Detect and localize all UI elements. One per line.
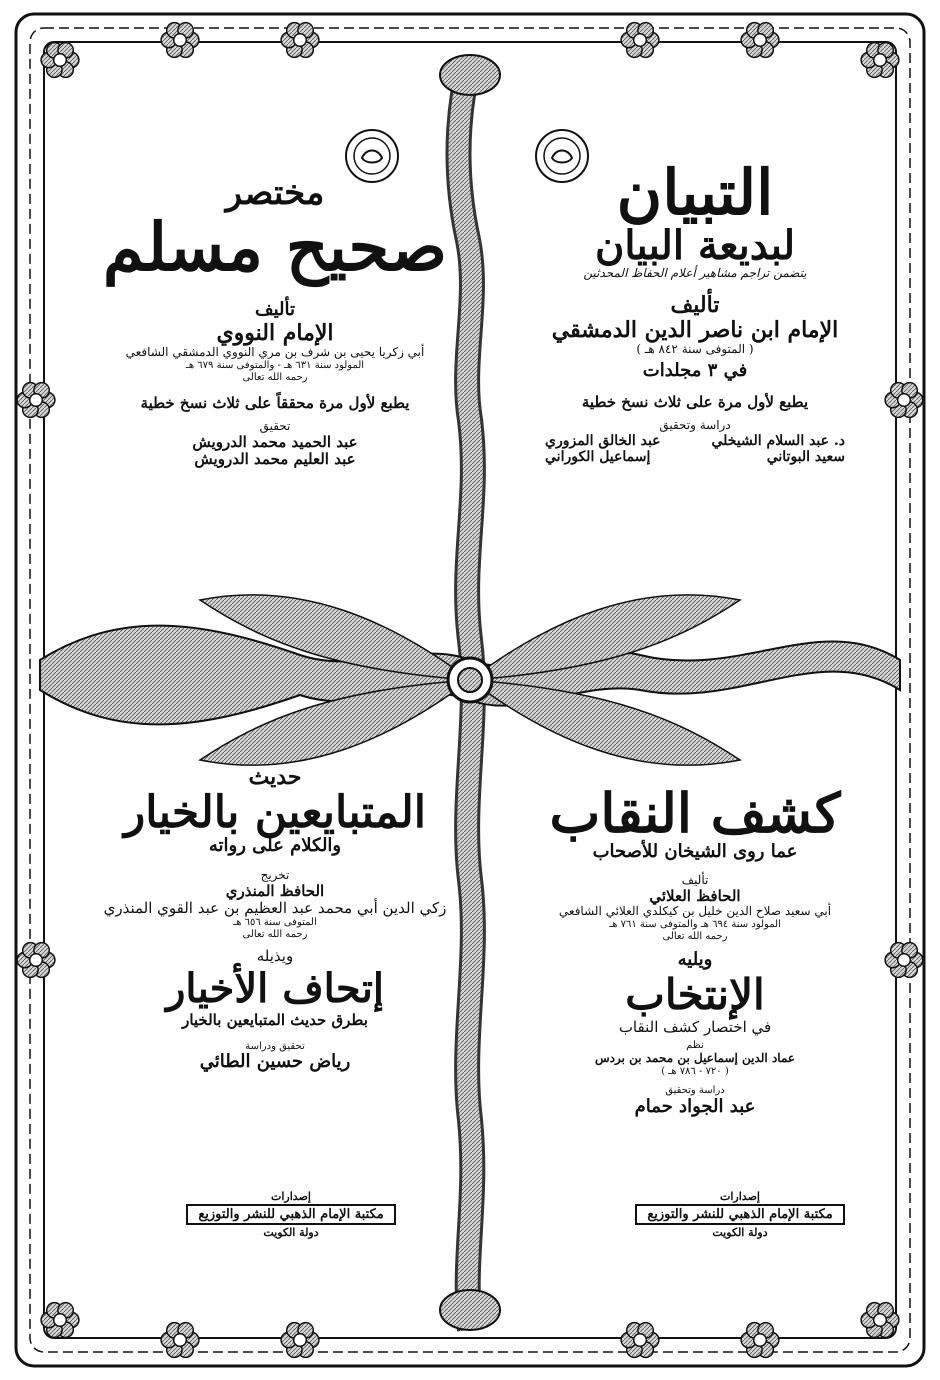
publisher-name: مكتبة الإمام الذهبي للنشر والتوزيع [635, 1204, 845, 1225]
editor-name: رياض حسين الطائي [199, 1051, 351, 1073]
border-flower-center [30, 954, 43, 967]
author-full-name: زكي الدين أبي محمد عبد العظيم بن عبد القوي المنذري [103, 899, 447, 918]
book-subtitle-2: في اختصار كشف النقاب [618, 1018, 772, 1037]
editor-name: إسماعيل الكوراني [545, 449, 651, 466]
author-name: الإمام النووي [216, 320, 334, 347]
book-title-2: إتحاف الأخيار [166, 964, 384, 1012]
author-label: تأليف [670, 291, 720, 318]
hadith-label: حديث [248, 764, 302, 790]
editors-row-1 [545, 433, 845, 449]
border-flower-center [54, 1314, 67, 1327]
book-panel-tibyan [505, 118, 885, 638]
border-flower-center [30, 394, 43, 407]
author-death: ( المتوفى سنة ٨٤٢ هـ ) [636, 342, 754, 357]
book-pre-title: مختصر [225, 173, 325, 213]
edition-note: يطبع لأول مرة محققاً على ثلاث نسخ خطية [140, 394, 410, 413]
border-flower-center [294, 34, 307, 47]
border-flower-center [898, 954, 911, 967]
border-flower-center [54, 54, 67, 67]
border-flower-center [634, 34, 647, 47]
book-title: المتبايعين بالخيار [124, 787, 426, 839]
border-flower-center [898, 394, 911, 407]
publisher-imprint-left [186, 1190, 396, 1240]
editor-name: عبد الجواد حمام [634, 1095, 756, 1117]
publisher-country: دولة الكويت [263, 1226, 319, 1240]
mercy-phrase: رحمه الله تعالى [242, 371, 308, 383]
author-name: الحافظ المنذري [225, 881, 325, 900]
poet-dates: ( ٧٢٠ - ٧٨٦ هـ ) [661, 1065, 729, 1077]
border-flower-center [754, 34, 767, 47]
border-flower-center [174, 1334, 187, 1347]
nazm-label: نظم [686, 1040, 704, 1052]
book-title-2: الإنتخاب [625, 969, 765, 1019]
editor-name: سعيد البوتاني [766, 449, 845, 466]
author-name: الإمام ابن ناصر الدين الدمشقي [551, 317, 839, 344]
book-title: كشف النقاب [549, 781, 841, 845]
publisher-name: مكتبة الإمام الذهبي للنشر والتوزيع [186, 1204, 396, 1225]
editor-name: عبد الخالق المزوري [545, 433, 661, 450]
mercy-phrase: رحمه الله تعالى [662, 930, 728, 942]
study-label: دراسة وتحقيق [659, 418, 731, 433]
volumes: في ٣ مجلدات [642, 360, 748, 382]
book-subtitle: والكلام على رواته [208, 835, 342, 857]
author-full-name: أبي سعيد صلاح الدين خليل بن كيكلدي العلائي الشافعي [558, 904, 832, 919]
border-flower-center [874, 54, 887, 67]
author-dates: المولود سنة ٦٩٤ هـ والمتوفى سنة ٧٦١ هـ [609, 919, 781, 931]
follow-label: ويليه [677, 949, 713, 971]
publisher-label: إصدارات [271, 1190, 311, 1203]
editor-name: د. عبد السلام الشيخلي [711, 433, 845, 450]
tahqiq-label: تحقيق [259, 419, 291, 434]
book-title: صحيح مسلم [102, 208, 448, 287]
author-dates: المولود سنة ٦٣١ هـ - والمتوفى سنة ٦٧٩ هـ [185, 360, 365, 372]
book-description: يتضمن تراجم مشاهير أعلام الحفاظ المحدثين [583, 266, 807, 281]
border-flower-center [754, 1334, 767, 1347]
author-full-name: أبي زكريا يحيى بن شرف بن مري النووي الدمشقي الشافعي [125, 345, 425, 360]
book-subtitle: لبديعة البيان [594, 222, 796, 270]
publisher-imprint-right [635, 1190, 845, 1240]
author-dates: المتوفى سنة ٦٥٦ هـ [233, 917, 317, 929]
book-subtitle: عما روى الشيخان للأصحاب [592, 840, 798, 862]
poet-name: عماد الدين إسماعيل بن محمد بن بردس [594, 1050, 796, 1065]
book-subtitle-2: بطرق حديث المتبايعين بالخيار [182, 1010, 368, 1029]
border-flower-center [874, 1314, 887, 1327]
publisher-country: دولة الكويت [712, 1226, 768, 1240]
editors-row-2 [545, 449, 845, 465]
study-label: دراسة وتحقيق [665, 1085, 725, 1097]
tahqiq-label: تحقيق ودراسة [245, 1040, 305, 1052]
author-label: تأليف [254, 299, 296, 321]
border-flower-center [174, 34, 187, 47]
author-label: تأليف [681, 873, 709, 888]
border-flower-center [294, 1334, 307, 1347]
edition-note: يطبع لأول مرة على ثلاث نسخ خطية [581, 392, 809, 411]
mercy-phrase: رحمه الله تعالى [242, 928, 308, 940]
editor-name: عبد العليم محمد الدرويش [194, 450, 356, 469]
author-name: الحافظ العلائي [649, 887, 741, 906]
publisher-label: إصدارات [720, 1190, 760, 1203]
editor-name: عبد الحميد محمد الدرويش [192, 433, 358, 452]
book-panel-sahih-muslim [85, 118, 465, 638]
follow-label: ويذيله [256, 947, 294, 966]
takhrij-label: تخريج [260, 868, 290, 883]
border-flower-center [634, 1334, 647, 1347]
book-title: التبيان [616, 156, 774, 229]
